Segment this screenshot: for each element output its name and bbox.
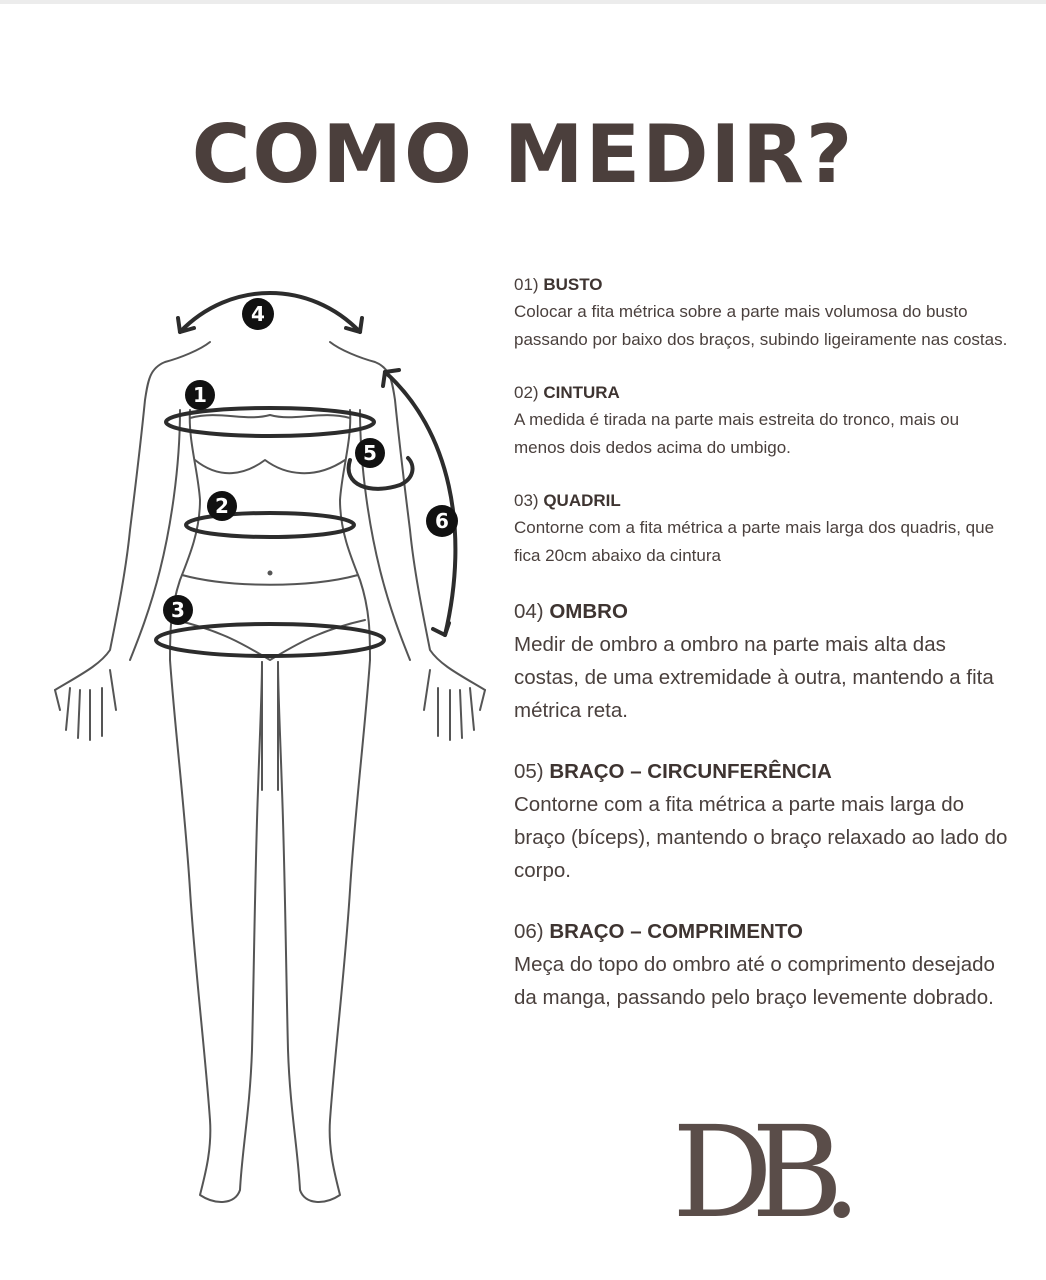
instruction-ombro: [514, 596, 1014, 727]
instruction-description: A medida é tirada na parte mais estreita do tronco, mais ou menos dois dedos acima do umbigo.: [514, 410, 960, 457]
arm-length-arrow-bottom-head: [433, 623, 449, 635]
instruction-number: 01): [514, 275, 539, 294]
instruction-cintura: [514, 380, 1014, 461]
instruction-number: 06): [514, 920, 544, 943]
right-hand-outline: [424, 670, 485, 740]
svg-text:1: 1: [193, 383, 207, 407]
brand-logo: [672, 1099, 862, 1246]
navel-dot: [269, 572, 272, 575]
left-hand-outline: [55, 670, 116, 740]
left-leg-outline: [170, 660, 262, 1202]
instruction-name: OMBRO: [549, 600, 628, 623]
page-title: COMO MEDIR?: [191, 108, 855, 201]
instruction-braco-comprimento: [514, 916, 1014, 1014]
instruction-description: Meça do topo do ombro até o comprimento desejado da manga, passando pelo braço levemente dobrado.: [514, 953, 995, 1009]
measurement-instructions: [514, 272, 1014, 1014]
svg-text:2: 2: [215, 494, 229, 518]
bra-bottom-line: [195, 460, 345, 473]
inner-thigh-lines: [262, 662, 278, 790]
instruction-number: 02): [514, 383, 539, 402]
marker-6: [426, 505, 458, 537]
waist-tape-ring: [186, 513, 354, 537]
body-figure-illustration: [30, 270, 510, 1230]
instruction-busto: [514, 272, 1014, 353]
instruction-name: BRAÇO – COMPRIMENTO: [549, 920, 803, 943]
logo-letters: DB: [672, 1099, 822, 1246]
body-outline-svg: [30, 270, 510, 1230]
svg-text:6: 6: [435, 509, 449, 533]
logo-dot: .: [821, 1099, 862, 1246]
marker-1: [185, 380, 215, 410]
instruction-description: Contorne com a fita métrica a parte mais larga dos quadris, que fica 20cm abaixo da cintura: [514, 518, 995, 565]
svg-text:4: 4: [251, 302, 265, 326]
briefs-top-line: [182, 575, 358, 585]
marker-5: [355, 438, 385, 468]
instruction-braco-circunferencia: [514, 756, 1014, 887]
marker-4: [242, 298, 274, 330]
instruction-description: Colocar a fita métrica sobre a parte mais volumosa do busto passando por baixo dos braços, subindo ligeiramente nas costas.: [514, 302, 1008, 349]
instruction-name: BUSTO: [543, 275, 603, 294]
bust-tape-ring: [166, 408, 374, 436]
instruction-name: BRAÇO – CIRCUNFERÊNCIA: [549, 760, 832, 783]
hip-tape-ring: [156, 624, 384, 656]
instruction-description: Medir de ombro a ombro na parte mais alta das costas, de uma extremidade à outra, mantendo a fita métrica reta.: [514, 633, 994, 722]
right-leg-outline: [278, 660, 370, 1202]
instruction-quadril: [514, 488, 1014, 569]
svg-text:3: 3: [171, 598, 185, 622]
instruction-number: 04): [514, 600, 544, 623]
instruction-name: QUADRIL: [543, 491, 621, 510]
instruction-number: 03): [514, 491, 539, 510]
top-bar: [0, 0, 1046, 4]
instruction-name: CINTURA: [543, 383, 620, 402]
marker-2: [207, 491, 237, 521]
marker-3: [163, 595, 193, 625]
svg-text:5: 5: [363, 441, 377, 465]
instruction-number: 05): [514, 760, 544, 783]
bra-top-line: [190, 415, 350, 418]
instruction-description: Contorne com a fita métrica a parte mais larga do braço (bíceps), mantendo o braço relaxado ao lado do corpo.: [514, 793, 1008, 882]
